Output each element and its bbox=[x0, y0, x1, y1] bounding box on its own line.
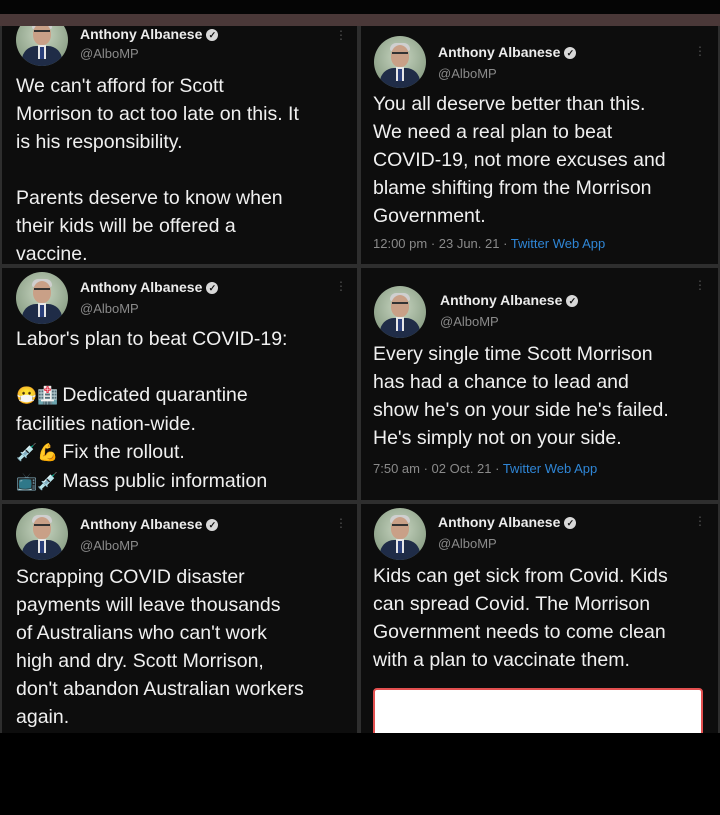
verified-badge-icon: ✓ bbox=[566, 295, 578, 307]
tweet-line: Morrison to act too late on this. It bbox=[16, 103, 299, 125]
author-handle[interactable]: @AlboMP bbox=[80, 46, 139, 61]
author-name[interactable] bbox=[440, 292, 578, 308]
more-options-icon[interactable]: ⋮ bbox=[335, 516, 347, 530]
author-name-text: Anthony Albanese bbox=[80, 516, 203, 532]
more-options-icon[interactable]: ⋮ bbox=[335, 28, 347, 42]
line-gap bbox=[16, 156, 299, 184]
tweet-line: You all deserve better than this. bbox=[373, 93, 646, 115]
tweet-line: Labor's plan to beat COVID-19: bbox=[16, 328, 288, 350]
author-name-text: Anthony Albanese bbox=[438, 514, 561, 530]
tweet-text bbox=[16, 563, 304, 731]
tweet-line: Every single time Scott Morrison bbox=[373, 343, 653, 365]
tweet-line: of Australians who can't work bbox=[16, 622, 267, 644]
tweet-timestamp[interactable]: 7:50 am · 02 Oct. 21 · bbox=[373, 461, 503, 476]
author-handle[interactable]: @AlboMP bbox=[80, 301, 139, 316]
tweet-timestamp[interactable]: 12:00 pm · 23 Jun. 21 · bbox=[373, 236, 511, 251]
verified-badge-icon: ✓ bbox=[206, 282, 218, 294]
more-options-icon[interactable]: ⋮ bbox=[694, 44, 706, 58]
avatar[interactable] bbox=[374, 36, 426, 88]
author-name[interactable] bbox=[80, 26, 218, 42]
tweet-line: don't abandon Australian workers bbox=[16, 678, 304, 700]
tweet-line: with a plan to vaccinate them. bbox=[373, 649, 630, 671]
author-name-text: Anthony Albanese bbox=[80, 279, 203, 295]
tweet-line: their kids will be offered a bbox=[16, 215, 236, 237]
tweet-line: vaccine. bbox=[16, 243, 88, 264]
author-handle[interactable]: @AlboMP bbox=[80, 538, 139, 553]
author-name[interactable] bbox=[438, 44, 576, 60]
verified-badge-icon: ✓ bbox=[206, 519, 218, 531]
source-app-link[interactable]: Twitter Web App bbox=[510, 236, 606, 251]
author-handle[interactable]: @AlboMP bbox=[438, 66, 497, 81]
more-options-icon[interactable]: ⋮ bbox=[694, 514, 706, 528]
tweet-line: high and dry. Scott Morrison, bbox=[16, 650, 264, 672]
tweet-card[interactable] bbox=[2, 26, 357, 264]
avatar[interactable] bbox=[374, 508, 426, 560]
avatar[interactable] bbox=[16, 26, 68, 66]
author-name-text: Anthony Albanese bbox=[438, 44, 561, 60]
verified-badge-icon: ✓ bbox=[564, 517, 576, 529]
plan-item-text: facilities nation-wide. bbox=[16, 413, 196, 435]
tweet-card[interactable] bbox=[361, 268, 718, 500]
avatar[interactable] bbox=[374, 286, 426, 338]
tweet-line: Parents deserve to know when bbox=[16, 187, 283, 209]
tweet-text bbox=[373, 340, 669, 452]
more-options-icon[interactable]: ⋮ bbox=[335, 279, 347, 293]
tweet-card[interactable] bbox=[2, 268, 357, 500]
tweet-text bbox=[16, 325, 287, 496]
author-handle[interactable]: @AlboMP bbox=[440, 314, 499, 329]
author-handle[interactable]: @AlboMP bbox=[438, 536, 497, 551]
tweet-line: again. bbox=[16, 706, 70, 728]
verified-badge-icon: ✓ bbox=[564, 47, 576, 59]
tweet-line: blame shifting from the Morrison bbox=[373, 177, 652, 199]
tweet-meta bbox=[373, 236, 605, 251]
tweet-text bbox=[373, 562, 668, 674]
author-name-text: Anthony Albanese bbox=[440, 292, 563, 308]
tweet-line: Kids can get sick from Covid. Kids bbox=[373, 565, 668, 587]
tweet-line: COVID-19, not more excuses and bbox=[373, 149, 666, 171]
source-app-link[interactable]: Twitter Web App bbox=[502, 461, 598, 476]
tweet-line: payments will leave thousands bbox=[16, 594, 281, 616]
plan-item-text: Dedicated quarantine bbox=[62, 384, 248, 406]
tweet-line: He's simply not on your side. bbox=[373, 427, 622, 449]
tweet-line: We need a real plan to beat bbox=[373, 121, 613, 143]
author-name[interactable] bbox=[80, 279, 218, 295]
avatar[interactable] bbox=[16, 272, 68, 324]
tweet-card[interactable] bbox=[361, 26, 718, 264]
mask-hospital-emoji-icon: 😷🏥 bbox=[16, 386, 59, 405]
tweet-card[interactable] bbox=[2, 504, 357, 733]
tweet-line: is his responsibility. bbox=[16, 131, 183, 153]
author-name[interactable] bbox=[438, 514, 576, 530]
line-gap bbox=[16, 353, 287, 381]
tweet-line: Government needs to come clean bbox=[373, 621, 666, 643]
author-name[interactable] bbox=[80, 516, 218, 532]
tweet-line: We can't afford for Scott bbox=[16, 75, 224, 97]
bottom-black-area bbox=[0, 733, 720, 815]
syringe-muscle-emoji-icon: 💉💪 bbox=[16, 443, 59, 462]
tweet-text bbox=[373, 90, 666, 230]
top-strip bbox=[0, 14, 720, 26]
plan-item-text: Fix the rollout. bbox=[62, 441, 185, 463]
plan-item-information bbox=[16, 467, 287, 496]
tweet-meta bbox=[373, 461, 597, 476]
author-name-text: Anthony Albanese bbox=[80, 26, 203, 42]
tweet-collage bbox=[0, 26, 720, 733]
plan-item-rollout bbox=[16, 438, 287, 467]
top-bar bbox=[0, 0, 720, 14]
tweet-line: can spread Covid. The Morrison bbox=[373, 593, 651, 615]
plan-item-quarantine bbox=[16, 381, 287, 410]
tweet-line: show he's on your side he's failed. bbox=[373, 399, 669, 421]
tv-syringe-emoji-icon: 📺💉 bbox=[16, 472, 59, 491]
plan-item-text: Mass public information bbox=[62, 470, 268, 492]
tweet-card[interactable] bbox=[361, 504, 718, 733]
verified-badge-icon: ✓ bbox=[206, 29, 218, 41]
embedded-media-card[interactable] bbox=[373, 688, 703, 733]
tweet-text bbox=[16, 72, 299, 264]
tweet-line: Government. bbox=[373, 205, 486, 227]
more-options-icon[interactable]: ⋮ bbox=[694, 278, 706, 292]
avatar[interactable] bbox=[16, 508, 68, 560]
tweet-line: Scrapping COVID disaster bbox=[16, 566, 245, 588]
tweet-line: has had a chance to lead and bbox=[373, 371, 629, 393]
